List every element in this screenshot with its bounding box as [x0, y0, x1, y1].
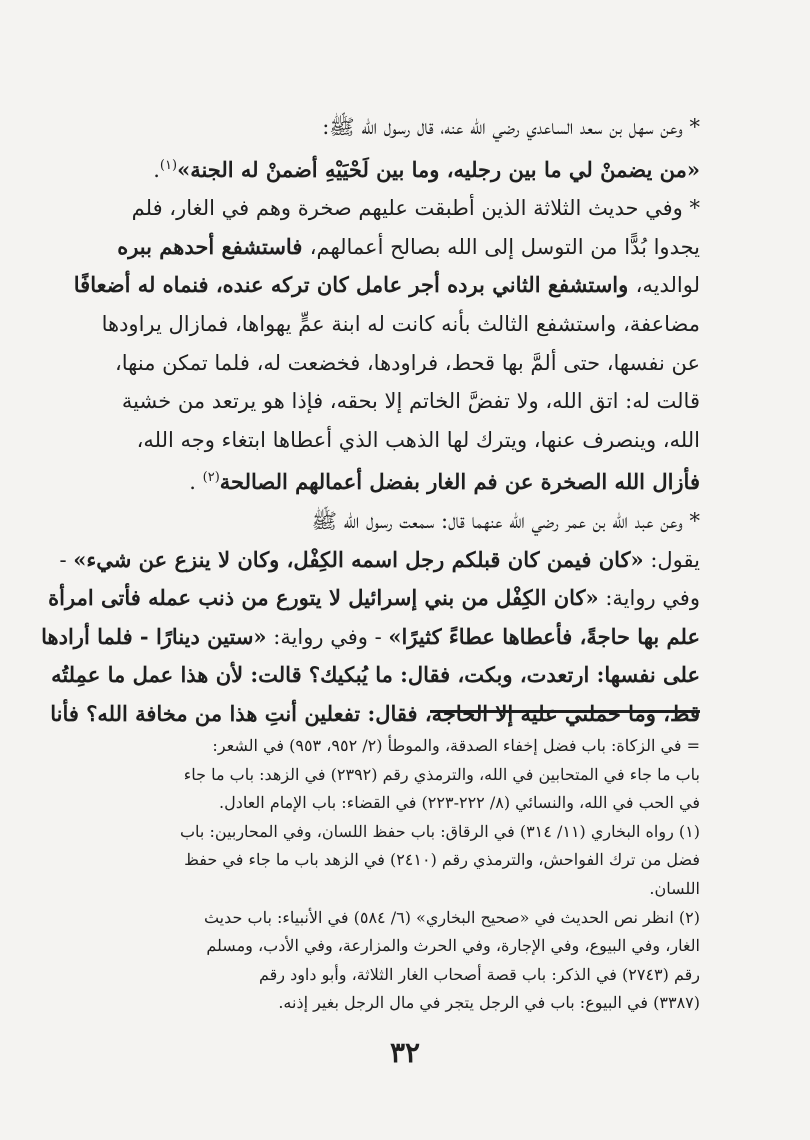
footnote-1-line: اللسان.	[649, 878, 700, 898]
text-span: عن نفسها، حتى ألمَّ بها قحط، فراودها، فخضعت له، فلما تمكن منها،	[115, 350, 700, 375]
hadith-quote: «ستين دينارًا - فلما أرادها	[41, 623, 267, 649]
text-span: .	[153, 157, 160, 182]
hadith-quote: قط، وما حملني عليه إلا الحاجة، فقال: تفعلين أنتِ هذا من مخافة الله؟ فأنا	[50, 700, 700, 726]
text-span: مضاعفة، واستشفع الثالث بأنه كانت له ابنة عمٍّ يهواها، فمازال يراودها	[101, 311, 700, 336]
text-span: * وعن سهل بن سعد الساعدي رضي الله عنه، قال رسول الله ﷺ:	[322, 115, 700, 139]
text-line	[100, 421, 700, 460]
text-line	[100, 459, 700, 502]
hadith-quote: «كان الكِفْل من بني إسرائيل لا يتورع من ذنب عمله فأتى امرأة	[48, 585, 599, 611]
footnote-2-line: (٣٣٨٧) في البيوع: باب في الرجل يتجر في مال الرجل بغير إذنه.	[278, 993, 700, 1013]
footnote-1-line: فضل من ترك الفواحش، والترمذي رقم (٢٤١٠) في الزهد باب ما جاء في حفظ	[184, 850, 700, 870]
footnote-2-line: الغار، وفي البيوع، وفي الإجارة، وفي الحرث والمزارعة، وفي الأدب، ومسلم	[206, 936, 700, 956]
text-span: - وفي رواية:	[266, 624, 389, 649]
footnotes	[100, 732, 700, 1018]
text-span: * وفي حديث الثلاثة الذين أطبقت عليهم صخرة وهم في الغار، فلم	[131, 196, 700, 221]
text-line	[50, 695, 700, 734]
text-line	[100, 147, 700, 190]
text-span: يقول:	[643, 547, 700, 572]
text-span: لوالديه،	[635, 273, 700, 298]
footnote-1-line: (١) رواه البخاري (١١/ ٣١٤) في الرقاق: باب حفظ اللسان، وفي المحاربين: باب	[179, 821, 700, 841]
main-text	[41, 108, 700, 734]
text-span: الله، وينصرف عنها، ويترك لها الذهب الذي أعطاها ابتغاء وجه الله،	[136, 427, 700, 452]
text-span: وفي رواية:	[598, 586, 700, 611]
hadith-quote: علم بها حاجةً، فأعطاها عطاءً كثيرًا»	[388, 623, 700, 649]
text-line	[48, 579, 700, 618]
text-span: فاستشفع أحدهم ببره	[117, 233, 310, 259]
page-number: ٣٢	[389, 1036, 421, 1069]
text-span: يجدوا بُدًّا من التوسل إلى الله بصالح أعمالهم،	[309, 234, 700, 259]
text-line	[100, 382, 700, 421]
text-line	[100, 344, 700, 383]
text-span: -	[59, 547, 74, 572]
text-span: فأزال الله الصخرة عن فم الغار بفضل أعمالهم الصالحة	[219, 469, 700, 495]
footnote-ref[interactable]: (١)	[159, 157, 178, 173]
text-span: .	[189, 470, 203, 495]
footnote-divider	[430, 710, 700, 713]
footnote-2-line: رقم (٢٧٤٣) في الذكر: باب قصة أصحاب الغار الثلاثة، وأبو داود رقم	[258, 964, 700, 984]
text-span: واستشفع الثاني برده أجر عامل كان تركه عنده، فنماه له أضعافًا	[73, 272, 636, 298]
text-span: * وعن عبد الله بن عمر رضي الله عنهما قال: سمعت رسول الله ﷺ	[311, 508, 700, 533]
footnote-ref[interactable]: (٢)	[202, 470, 220, 486]
text-line	[100, 108, 700, 147]
text-line	[59, 541, 700, 580]
text-line	[51, 656, 700, 695]
hadith-quote: «كان فيمن كان قبلكم رجل اسمه الكِفْل، وكان لا ينزع عن شيء»	[73, 546, 644, 572]
hadith-quote: على نفسها: ارتعدت، وبكت، فقال: ما يُبكيك؟ قالت: لأن هذا عمل ما عمِلتُه	[51, 662, 700, 688]
text-span: قالت له: اتق الله، ولا تفضَّ الخاتم إلا بحقه، فإذا هو يرتعد من خشية	[121, 389, 700, 414]
text-line	[73, 266, 700, 305]
text-line	[41, 618, 700, 657]
text-line	[100, 228, 700, 267]
hadith-quote: «من يضمنْ لي ما بين رجليه، وما بين لَحْيَيْهِ أضمنْ له الجنة»	[177, 156, 700, 182]
footnote-line: = في الزكاة: باب فضل إخفاء الصدقة، والموطأ (٢/ ٩٥٢، ٩٥٣) في الشعر:	[212, 736, 700, 755]
footnote-2-line: (٢) انظر نص الحديث في «صحيح البخاري» (٦/ ٥٨٤) في الأنبياء: باب حديث	[203, 907, 700, 927]
footnote-line: في الحب في الله، والنسائي (٨/ ٢٢٢-٢٢٣) في القضاء: باب الإمام العادل.	[218, 793, 700, 813]
text-line	[100, 189, 700, 228]
text-line	[100, 305, 700, 344]
text-line	[100, 502, 700, 541]
footnote-line: باب ما جاء في المتحابين في الله، والترمذي رقم (٢٣٩٢) في الزهد: باب ما جاء	[183, 764, 700, 784]
